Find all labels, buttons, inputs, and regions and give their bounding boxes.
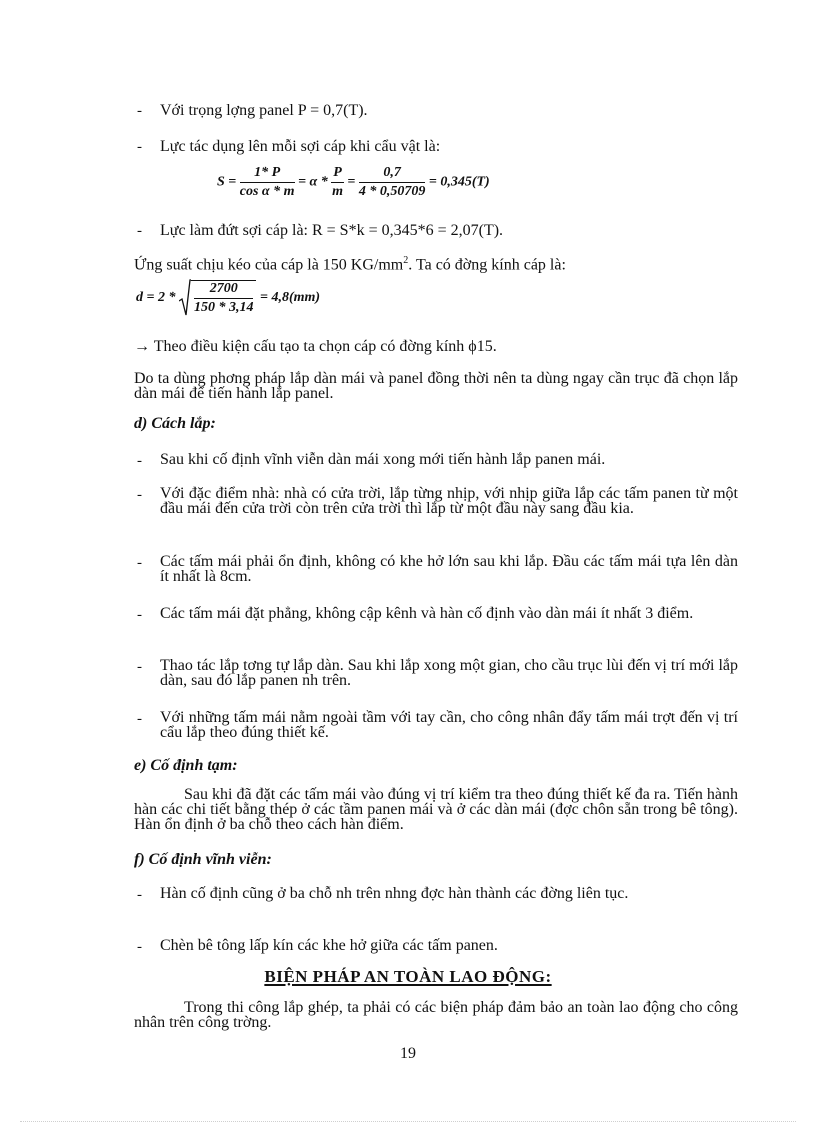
bullet-marker: - [137,103,142,119]
formula-d-lhs: d = 2 * [136,290,176,306]
bullet-d-1: Sau khi cố định vĩnh viễn dàn mái xong mới tiến hành lắp panen mái. [160,451,606,468]
formula-d [136,279,320,317]
bullet-d-6: Với những tấm mái nằm ngoài tầm với tay cần, cho công nhân đẩy tấm mái trợt đến vị trí cẩu lắp theo đúng thiết kế. [160,709,738,741]
bullet-marker: - [137,711,142,727]
safety-paragraph: Trong thi công lắp ghép, ta phải có các biện pháp đảm bảo an toàn lao động cho công nhân trên công trờng. [134,999,738,1031]
formula-s-eq1: = α * [298,174,328,190]
formula-s-frac1-den: cos α * m [239,184,295,199]
safety-section-title: BIỆN PHÁP AN TOÀN LAO ĐỘNG: [264,967,552,986]
stress-superscript: 2 [403,255,409,266]
stress-line [134,255,566,274]
bullet-marker: - [137,453,142,469]
stress-text: Ứng suất chịu kéo của cáp là 150 KG/mm [134,256,404,274]
method-paragraph: Do ta dùng phơng pháp lắp dàn mái và panel đồng thời nên ta dùng ngay cần trục đã chọn lắp dàn mái để tiến hành lắp panel. [134,370,738,402]
bullet-d-2: Với đặc điểm nhà: nhà có cửa trời, lắp từng nhịp, với nhịp giữa lắp các tấm panen từ một đầu mái đến cửa trời còn trên cửa trời thì lắp từ một đầu này sang đầu kia. [160,485,738,517]
formula-s-frac2-den: m [332,184,344,199]
heading-f-co-dinh-vinh-vien: f) Cố định vĩnh viễn: [134,851,272,868]
bullet-d-4: Các tấm mái đặt phẳng, không cập kênh và hàn cố định vào dàn mái ít nhất 3 điểm. [160,605,694,622]
formula-s-frac3 [359,165,426,200]
bottom-dotted-rule [20,1121,796,1122]
bullet-f-1: Hàn cố định cũng ở ba chỗ nh trên nhng đợc hàn thành các đờng liên tục. [160,885,629,902]
bullet-d-3: Các tấm mái phải ổn định, không có khe hở lớn sau khi lắp. Đầu các tấm mái tựa lên dàn ít nhất là 8cm. [160,553,738,585]
bullet-marker: - [137,223,142,239]
formula-d-result: = 4,8(mm) [259,290,321,306]
bullet-f-2: Chèn bê tông lấp kín các khe hở giữa các tấm panen. [160,937,498,954]
bullet-marker: - [137,887,142,903]
bullet-breaking-force: Lực làm đứt sợi cáp là: R = S*k = 0,345*6 = 2,07(T). [160,222,504,239]
formula-s-frac2 [331,165,344,200]
stress-text-2: . Ta có đờng kính cáp là: [408,256,566,274]
formula-s-lhs: S = [217,174,237,190]
formula-s-frac1-num: 1* P [240,165,295,183]
formula-d-num: 2700 [194,281,254,299]
formula-s-result: = 0,345(T) [428,174,490,190]
formula-s-frac3-num: 0,7 [359,165,426,183]
formula-s-frac2-num: P [331,165,344,183]
formula-d-frac [194,281,254,316]
sqrt-sign-icon [179,279,191,317]
bullet-marker: - [137,607,142,623]
bullet-marker: - [137,659,142,675]
formula-s [217,165,490,200]
bullet-marker: - [137,487,142,503]
bullet-d-5: Thao tác lắp tơng tự lắp dàn. Sau khi lắp xong một gian, cho cầu trục lùi đến vị trí mới lắp dàn, sau đó lắp panen nh trên. [160,657,738,689]
bullet-cable-force: Lực tác dụng lên mỗi sợi cáp khi cẩu vật là: [160,138,441,155]
choose-cable-line: → Theo điều kiện cấu tạo ta chọn cáp có đờng kính ϕ15. [134,338,497,355]
bullet-panel-weight: Với trọng lợng panel P = 0,7(T). [160,102,368,119]
formula-d-radicand [191,280,257,316]
formula-d-den: 150 * 3,14 [193,299,254,315]
heading-e-co-dinh-tam: e) Cố định tạm: [134,757,238,774]
formula-s-frac3-den: 4 * 0,50709 [358,184,426,199]
bullet-marker: - [137,139,142,155]
formula-d-sqrt [179,279,257,317]
page-number: 19 [400,1045,416,1062]
formula-s-frac1 [240,165,295,200]
bullet-marker: - [137,939,142,955]
formula-s-eq2: = [347,174,356,190]
paragraph-e: Sau khi đã đặt các tấm mái vào đúng vị trí kiểm tra theo đúng thiết kế đa ra. Tiến hành hàn các chi tiết bằng thép ở các tầm panen mái và ở các dàn mái (đợc chôn sẵn trong bê tông). Hàn ổn định ở ba chỗ theo cách hàn điểm. [134,786,738,833]
bullet-marker: - [137,555,142,571]
heading-d-cach-lap: d) Cách lắp: [134,415,216,432]
